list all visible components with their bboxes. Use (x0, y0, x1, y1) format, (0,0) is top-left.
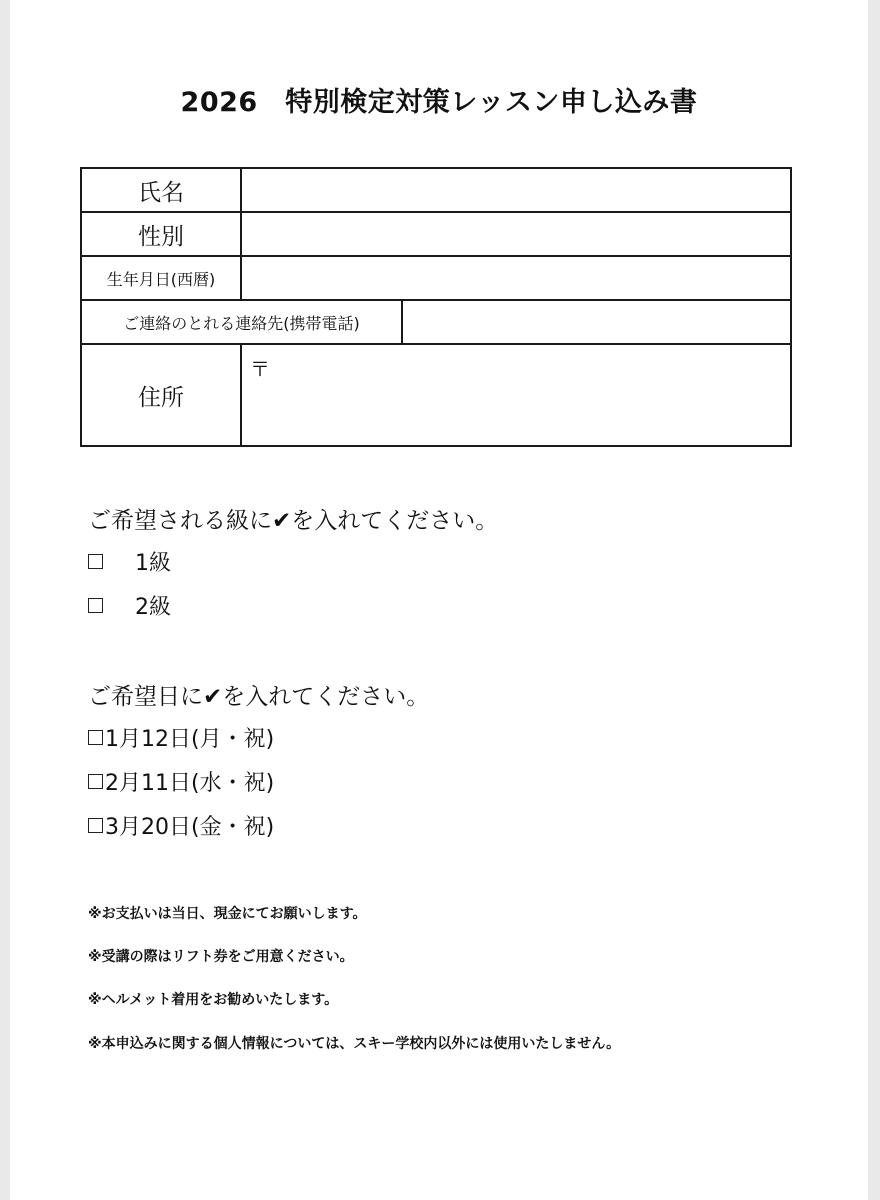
gender-field[interactable] (242, 213, 790, 255)
table-row-birthdate (82, 257, 790, 301)
applicant-info-table (80, 167, 792, 447)
birthdate-label: 生年月日(西暦) (82, 257, 242, 299)
date-3-checkbox[interactable] (88, 818, 103, 833)
date-1-checkbox[interactable] (88, 730, 103, 745)
date-option-2[interactable] (88, 766, 274, 797)
date-heading: ご希望日に✔︎を入れてください。 (88, 684, 430, 710)
grade-2-checkbox[interactable] (88, 598, 103, 613)
date-option-1[interactable] (88, 722, 274, 753)
grade-option-2[interactable] (88, 590, 171, 621)
grade-option-1[interactable] (88, 546, 171, 577)
postal-mark: 〒 (250, 357, 270, 381)
grade-heading: ご希望される級に✔︎を入れてください。 (88, 508, 499, 534)
address-label: 住所 (82, 345, 242, 445)
gender-label: 性別 (82, 213, 242, 255)
table-row-address (82, 345, 790, 445)
date-option-3[interactable] (88, 810, 274, 841)
name-label: 氏名 (82, 169, 242, 211)
phone-field[interactable] (403, 301, 790, 343)
date-1-label: 1月12日(月・祝) (105, 727, 275, 752)
date-3-label: 3月20日(金・祝) (105, 815, 275, 840)
date-2-label: 2月11日(水・祝) (105, 771, 275, 796)
date-2-checkbox[interactable] (88, 774, 103, 789)
table-row-name (82, 169, 790, 213)
note-helmet: ※ヘルメット着用をお勧めいたします。 (88, 992, 339, 1008)
birthdate-field[interactable] (242, 257, 790, 299)
application-form-page (10, 0, 868, 1200)
note-privacy: ※本申込みに関する個人情報については、スキー学校内以外には使用いたしません。 (88, 1036, 621, 1052)
note-payment: ※お支払いは当日、現金にてお願いします。 (88, 906, 367, 922)
grade-1-checkbox[interactable] (88, 554, 103, 569)
table-row-phone (82, 301, 790, 345)
address-field[interactable] (242, 345, 790, 445)
grade-2-label: 2級 (135, 595, 171, 620)
table-row-gender (82, 213, 790, 257)
note-lift-ticket: ※受講の際はリフト券をご用意ください。 (88, 949, 354, 965)
name-field[interactable] (242, 169, 790, 211)
grade-1-label: 1級 (135, 551, 171, 576)
page-title: 2026 特別検定対策レッスン申し込み書 (180, 87, 698, 118)
phone-label: ご連絡のとれる連絡先(携帯電話) (82, 301, 403, 343)
